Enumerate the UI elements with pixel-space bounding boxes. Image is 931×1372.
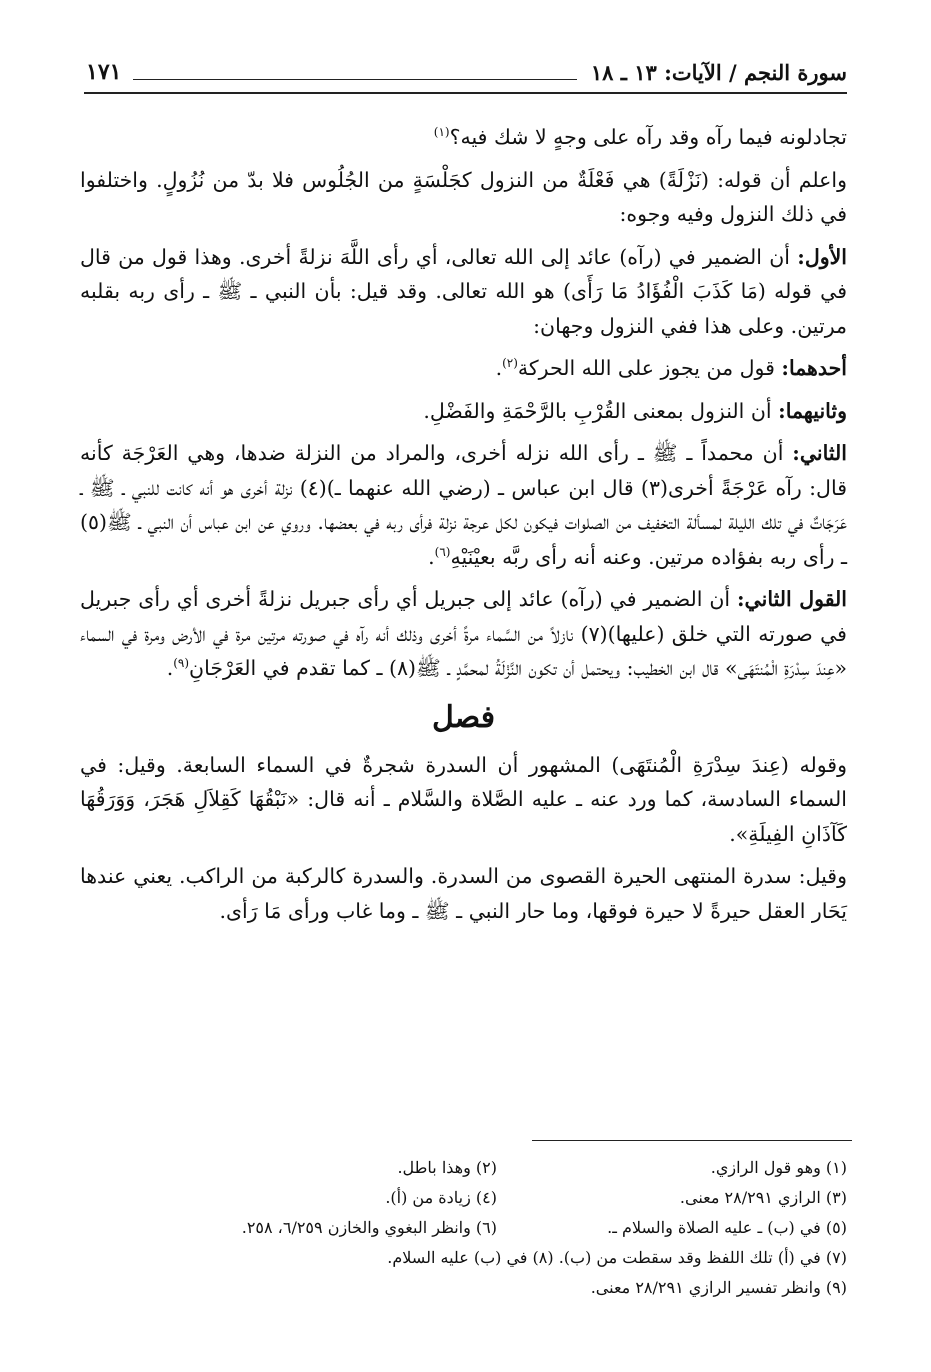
- paragraph-first-aspect: أحدهما: قول من يجوز على الله الحركة$^{(٢)}$.: [495, 356, 847, 380]
- paragraph-first-view: الأول: أن الضمير في (رآه) عائد إلى الله تعالى، أي رأى اللَّهَ نزلةً أخرى. وهذا قول من قال في قوله (مَا كَذَبَ الْفُؤَادُ مَا رَأَى) هو الله تعالى. وقد قيل: بأن النبي ـ ﷺ ـ رأى ربه بقلبه مرتين. وعلى هذا ففي النزول وجهان:: [80, 244, 847, 338]
- footnote-row: [80, 1243, 847, 1273]
- paragraph-2: واعلم أن قوله: (نَزْلَةً) هي فَعْلَةٌ من النزول كجَلْسَةٍ من الجُلُوس فلا بدّ من نُزُولٍ. واختلفوا في ذلك النزول وفيه وجوه:: [80, 167, 847, 226]
- main-text: [80, 120, 847, 936]
- footnote-5: (٥) في (ب) ـ عليه الصلاة والسلام ـ.: [607, 1217, 847, 1237]
- paragraph-lead: القول الثاني:: [736, 587, 848, 611]
- paragraph-lead: الأول:: [797, 244, 847, 269]
- paragraph-lead: وثانيهما:: [778, 398, 847, 423]
- section-paragraph-2: وقيل: سدرة المنتهى الحيرة القصوى من السدرة. والسدرة كالركبة من الراكب. يعني عندها يَحَار العقل حيرةً لا حيرة فوقها، وما حار النبي ـ ﷺ ـ وما غاب ورأى مَا رَأى.: [80, 864, 847, 923]
- footnote-1: (١) وهو قول الرازي.: [710, 1157, 847, 1177]
- footnote-ref: (٢): [502, 356, 518, 371]
- paragraph-second-view: الثاني: أن محمداً ـ ﷺ ـ رأى الله نزله أخرى، والمراد من النزلة ضدها، وهي العَرْجَة كأنه قال: رآه عَرْجَةً أخرى(٣) قال ابن عباس ـ (رضي الله عنهما ـ)(٤) نزلة أخرى هو أنه كانت للنبي ـ ﷺ ـ عَرَجَاتٌ في تلك الليلة لمسألة التخفيف من الصلوات فيكون لكل عرجة نزلة فرأى ربه في بعضها. وروي عن ابن عباس أن النبي ـ ﷺ(٥) ـ رأى ربه بفؤاده مرتين. وعنه أنه رأى ربَّه بعيْنَيْهِ$^{(٦)}$.: [80, 441, 847, 569]
- footnote-row: [80, 1212, 847, 1242]
- header-rule: [84, 92, 847, 94]
- footnote-row: [80, 1273, 847, 1303]
- footnote-row: [80, 1182, 847, 1212]
- footnote-6: (٦) وانظر البغوي والخازن ٦/٢٥٩، ٢٥٨.: [241, 1217, 497, 1237]
- paragraph-1: تجادلونه فيما رآه وقد رآه على وجهٍ لا شك فيه؟$^{(١)}$: [433, 125, 847, 149]
- footnotes: [80, 1152, 847, 1303]
- footnote-ref: (١): [433, 125, 450, 140]
- footnote-2: (٢) وهذا باطل.: [397, 1157, 497, 1177]
- footnote-7-8: (٧) في (أ) تلك اللفظ وقد سقطت من (ب). (٨) في (ب) عليه السلام.: [387, 1248, 847, 1268]
- footnote-9: (٩) وانظر تفسير الرازي ٢٨/٢٩١ معنى.: [590, 1278, 847, 1298]
- paragraph-second-aspect: وثانيهما: أن النزول بمعنى القُرْبِ بالرَّحْمَةِ والفَضْلِ.: [423, 398, 847, 423]
- surah-title: سورة النجم / الآيات: ١٣ ـ ١٨: [590, 59, 847, 85]
- section-heading: فصل: [431, 699, 496, 735]
- running-header: [86, 52, 847, 92]
- paragraph-lead: الثاني:: [792, 441, 847, 465]
- page-number: ١٧١: [86, 59, 122, 85]
- footnote-ref: (٩): [173, 656, 190, 671]
- footnote-rule: [532, 1140, 852, 1141]
- footnote-3: (٣) الرازي ٢٨/٢٩١ معنى.: [679, 1187, 847, 1207]
- paragraph-second-saying: القول الثاني: أن الضمير في (رآه) عائد إلى جبريل أي رأى جبريل نزلةً أخرى أي رأى جبريل في صورته التي خلق (عليها)(٧) نازلاً من السَّماء مرةً أخرى وذلك أنه رآه في صورته مرتين مرة في الأرض ومرة في السماء «عِندَ سِدْرَةِ الْمُنتَهَى» قال ابن الخطيب: ويحتمل أن تكون النَّزْلَةُ لمحمَّدٍ ـ ﷺ(٨) ـ كما تقدم في العَرْجَانِ$^{(٩)}$.: [80, 587, 848, 680]
- footnote-ref: (٦): [434, 544, 451, 559]
- paragraph-lead: أحدهما:: [781, 356, 847, 380]
- header-leader-line: [133, 55, 576, 89]
- section-paragraph-1: وقوله (عِندَ سِدْرَةِ الْمُنتَهَى) المشهور أن السدرة شجرةٌ في السماء السابعة. وقيل: في السماء السادسة، كما ورد عنه ـ عليه الصَّلاة والسَّلام ـ أنه قال: «نَبْقُهَا كَقِلاَلِ هَجَرَ، وَوَرَقُهَا كَآذَانِ الفِيلَةِ».: [80, 752, 847, 846]
- footnote-4: (٤) زيادة من (أ).: [385, 1187, 497, 1207]
- footnote-row: [80, 1152, 847, 1182]
